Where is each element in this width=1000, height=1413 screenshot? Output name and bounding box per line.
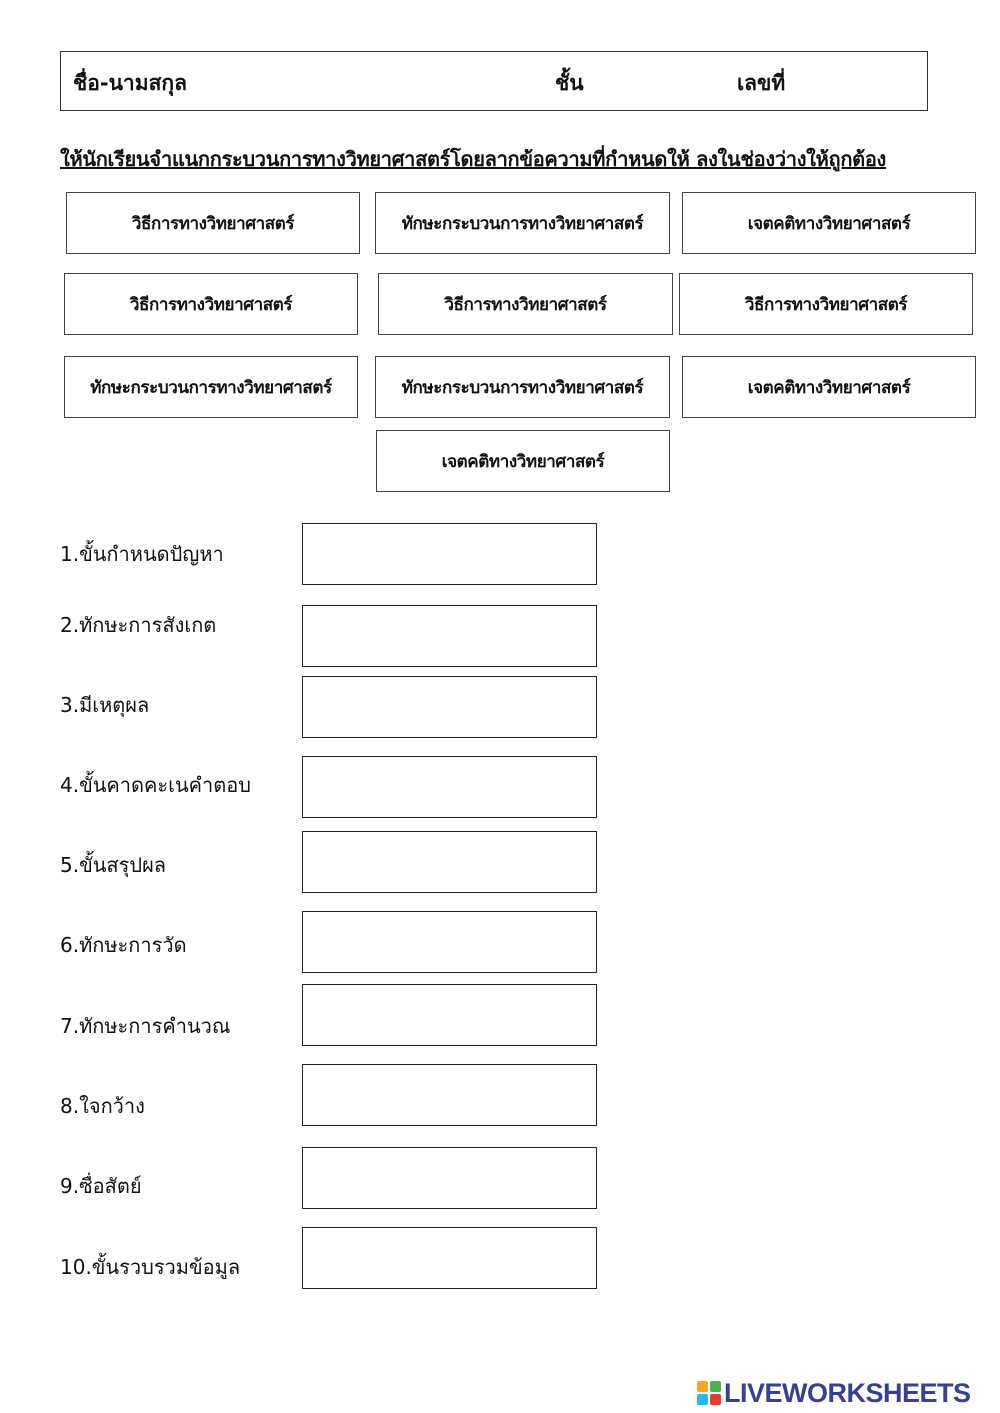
answer-chip[interactable]: วิธีการทางวิทยาศาสตร์	[64, 273, 358, 335]
answer-drop-zone[interactable]	[302, 911, 597, 973]
logo-square	[710, 1381, 721, 1392]
answer-drop-zone[interactable]	[302, 676, 597, 738]
logo-square	[697, 1381, 708, 1392]
answer-drop-zone[interactable]	[302, 756, 597, 818]
answer-drop-zone[interactable]	[302, 831, 597, 893]
question-label: 1.ขั้นกำหนดปัญหา	[60, 542, 224, 566]
student-info-box	[60, 51, 928, 111]
brand-name: LIVEWORKSHEETS	[724, 1377, 971, 1408]
answer-drop-zone[interactable]	[302, 523, 597, 585]
answer-chip[interactable]: เจตคติทางวิทยาศาสตร์	[376, 430, 670, 492]
answer-chip[interactable]: วิธีการทางวิทยาศาสตร์	[66, 192, 360, 254]
answer-chip[interactable]: ทักษะกระบวนการทางวิทยาศาสตร์	[64, 356, 358, 418]
answer-drop-zone[interactable]	[302, 605, 597, 667]
question-label: 3.มีเหตุผล	[60, 693, 150, 717]
question-label: 5.ขั้นสรุปผล	[60, 853, 167, 877]
question-label: 4.ขั้นคาดคะเนคำตอบ	[60, 773, 251, 797]
class-label: ชั้น	[555, 71, 584, 95]
question-label: 2.ทักษะการสังเกต	[60, 613, 217, 637]
question-label: 10.ขั้นรวบรวมข้อมูล	[60, 1255, 241, 1279]
logo-square	[697, 1394, 708, 1405]
answer-chip[interactable]: ทักษะกระบวนการทางวิทยาศาสตร์	[375, 192, 670, 254]
answer-chip[interactable]: วิธีการทางวิทยาศาสตร์	[378, 273, 673, 335]
liveworksheets-logo	[697, 1378, 971, 1408]
number-label: เลขที่	[737, 71, 786, 95]
answer-drop-zone[interactable]	[302, 1227, 597, 1289]
question-label: 8.ใจกว้าง	[60, 1094, 145, 1118]
logo-square	[710, 1394, 721, 1405]
instruction-text: ให้นักเรียนจำแนกกระบวนการทางวิทยาศาสตร์โดยลากข้อความที่กำหนดให้ ลงในช่องว่างให้ถูกต้อง	[60, 147, 887, 171]
question-label: 6.ทักษะการวัด	[60, 933, 187, 957]
liveworksheets-logo-icon	[697, 1381, 721, 1405]
answer-chip[interactable]: วิธีการทางวิทยาศาสตร์	[679, 273, 973, 335]
question-label: 9.ซื่อสัตย์	[60, 1174, 142, 1198]
name-label: ชื่อ-นามสกุล	[73, 71, 187, 95]
answer-drop-zone[interactable]	[302, 984, 597, 1046]
answer-drop-zone[interactable]	[302, 1064, 597, 1126]
answer-chip[interactable]: ทักษะกระบวนการทางวิทยาศาสตร์	[375, 356, 670, 418]
answer-chip[interactable]: เจตคติทางวิทยาศาสตร์	[682, 192, 976, 254]
question-label: 7.ทักษะการคำนวณ	[60, 1014, 231, 1038]
answer-drop-zone[interactable]	[302, 1147, 597, 1209]
answer-chip[interactable]: เจตคติทางวิทยาศาสตร์	[682, 356, 976, 418]
